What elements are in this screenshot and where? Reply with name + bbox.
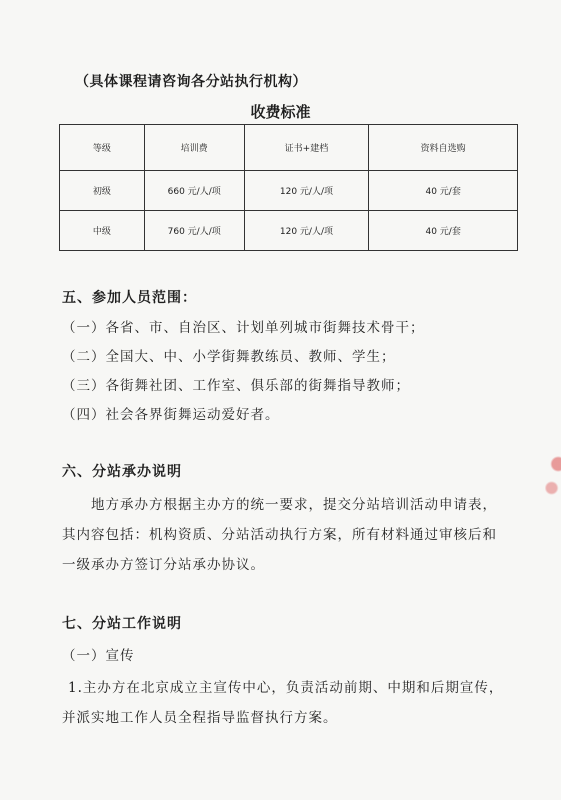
course-note: （具体课程请咨询各分站执行机构）	[75, 74, 307, 90]
paragraph-line: 其内容包括：机构资质、分站活动执行方案，所有材料通过审核后和	[62, 527, 497, 543]
fee-table-title: 收费标准	[250, 103, 311, 121]
cell-materials-fee: 40 元/套	[369, 211, 518, 251]
seal-stamp-fragment	[545, 440, 561, 500]
cell-training-fee: 760 元/人/项	[144, 211, 244, 251]
paragraph-line: 一级承办方签订分站承办协议。	[62, 557, 265, 573]
cell-materials-fee: 40 元/套	[369, 171, 518, 211]
list-item: （一）各省、市、自治区、计划单列城市街舞技术骨干；	[62, 320, 425, 336]
header-level: 等级	[60, 125, 145, 171]
header-certificate-fee: 证书+建档	[244, 125, 369, 171]
fee-table	[59, 124, 518, 251]
list-item: （二）全国大、中、小学街舞教练员、教师、学生；	[62, 349, 396, 365]
paragraph-line: 地方承办方根据主办方的统一要求，提交分站培训活动申请表，	[91, 497, 497, 513]
fee-table-header-row	[60, 125, 518, 171]
cell-certificate-fee: 120 元/人/项	[244, 171, 369, 211]
section7-heading: 七、分站工作说明	[62, 616, 182, 632]
section5-heading: 五、参加人员范围：	[62, 290, 197, 306]
cell-level: 初级	[60, 171, 145, 211]
cell-level: 中级	[60, 211, 145, 251]
table-row	[60, 211, 518, 251]
header-materials-fee: 资料自选购	[369, 125, 518, 171]
list-item: （三）各街舞社团、工作室、俱乐部的街舞指导教师；	[62, 378, 410, 394]
table-row	[60, 171, 518, 211]
paragraph-line: 1.主办方在北京成立主宣传中心，负责活动前期、中期和后期宣传，	[68, 680, 504, 696]
subheading: （一）宣传	[62, 648, 135, 664]
cell-certificate-fee: 120 元/人/项	[244, 211, 369, 251]
cell-training-fee: 660 元/人/项	[144, 171, 244, 211]
list-item: （四）社会各界街舞运动爱好者。	[62, 407, 280, 423]
paragraph-line: 并派实地工作人员全程指导监督执行方案。	[62, 710, 338, 726]
section6-heading: 六、分站承办说明	[62, 464, 182, 480]
header-training-fee: 培训费	[144, 125, 244, 171]
